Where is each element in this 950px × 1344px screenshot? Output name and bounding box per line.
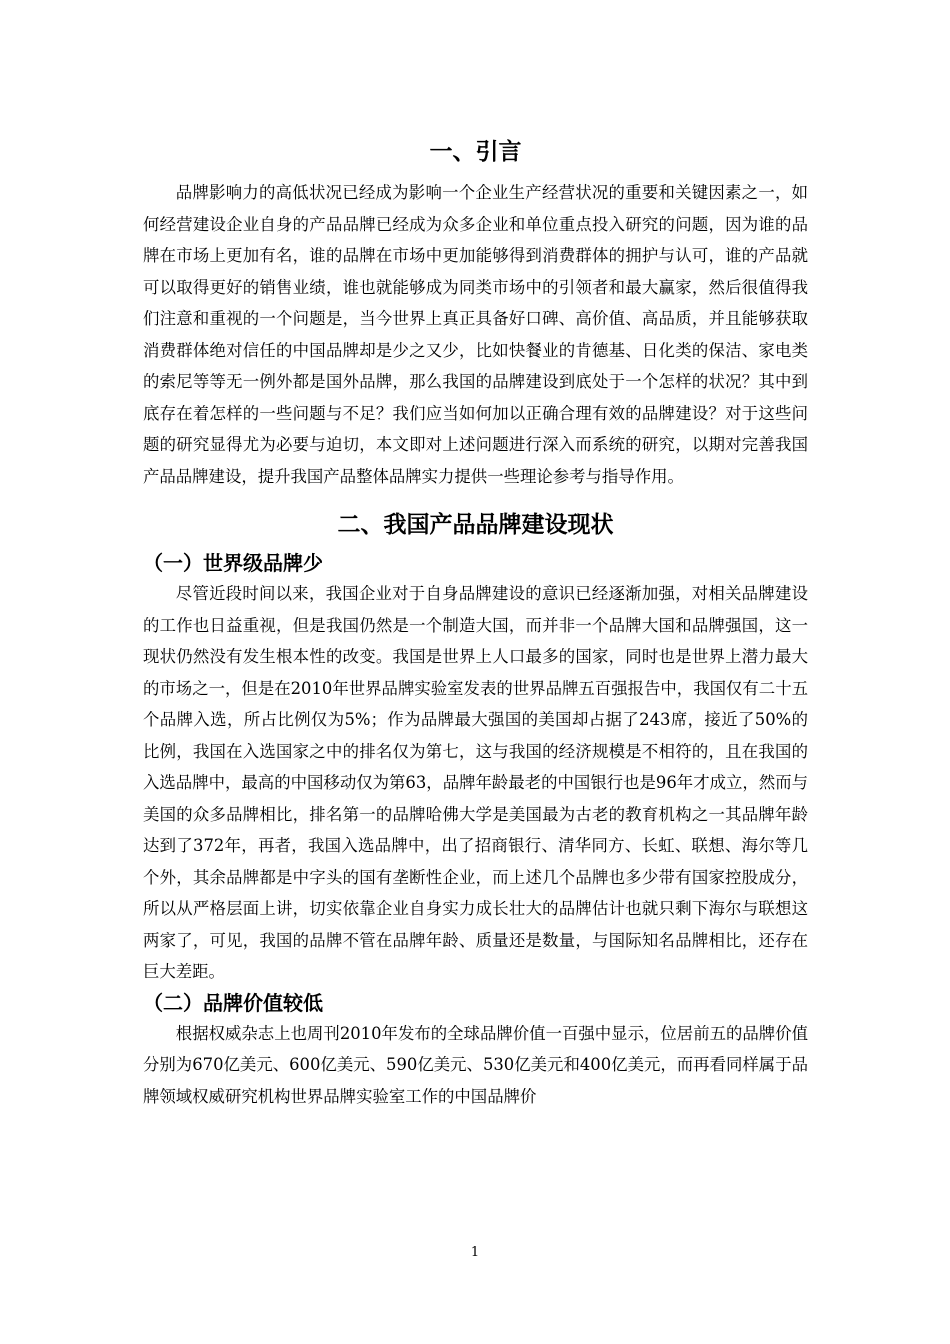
subsection-title-few-world-brands: （一）世界级品牌少 — [143, 551, 323, 575]
paragraph-few-world-brands: 尽管近段时间以来，我国企业对于自身品牌建设的意识已经逐渐加强，对相关品牌建设的工作也日益重视，但是我国仍然是一个制造大国，而并非一个品牌大国和品牌强国，这一现状仍然没有发生根本性的改变。我国是世界上人口最多的国家，同时也是世界上潜力最大的市场之一，但是在2010年世界品牌实验室发表的世界品牌五百强报告中，我国仅有二十五个品牌入选，所占比例仅为5%；作为品牌最大强国的美国却占据了243席，接近了50%的比例，我国在入选国家之中的排名仅为第七，这与我国的经济规模是不相符的，且在我国的入选品牌中，最高的中国移动仅为第63，品牌年龄最老的中国银行也是96年才成立，然而与美国的众多品牌相比，排名第一的品牌哈佛大学是美国最为古老的教育机构之一其品牌年龄达到了372年，再者，我国入选品牌中，出了招商银行、清华同方、长虹、联想、海尔等几个外，其余品牌都是中字头的国有垄断性企业，而上述几个品牌也多少带有国家控股成分，所以从严格层面上讲，切实依靠企业自身实力成长壮大的品牌估计也就只剩下海尔与联想这两家了，可见，我国的品牌不管在品牌年龄、质量还是数量，与国际知名品牌相比，还存在巨大差距。 — [143, 584, 808, 981]
section-title-introduction: 一、引言 — [429, 139, 522, 165]
subsection-title-low-brand-value: （二）品牌价值较低 — [143, 990, 323, 1015]
page-number: 1 — [470, 1245, 480, 1260]
paragraph-introduction: 品牌影响力的高低状况已经成为影响一个企业生产经营状况的重要和关键因素之一，如何经营建设企业自身的产品品牌已经成为众多企业和单位重点投入研究的问题，因为谁的品牌在市场上更加有名，谁的品牌在市场中更加能够得到消费群体的拥护与认可，谁的产品就可以取得更好的销售业绩，谁也就能够成为同类市场中的引领者和最大赢家，然后很值得我们注意和重视的一个问题是，当今世界上真正具备好口碑、高价值、高品质，并且能够获取消费群体绝对信任的中国品牌却是少之又少，比如快餐业的肯德基、日化类的保洁、家电类的索尼等等无一例外都是国外品牌，那么我国的品牌建设到底处于一个怎样的状况？其中到底存在着怎样的一些问题与不足？我们应当如何加以正确合理有效的品牌建设？对于这些问题的研究显得尤为必要与迫切，本文即对上述问题进行深入而系统的研究，以期对完善我国产品品牌建设，提升我国产品整体品牌实力提供一些理论参考与指导作用。 — [143, 183, 808, 486]
paragraph-low-brand-value: 根据权威杂志上也周刊2010年发布的全球品牌价值一百强中显示，位居前五的品牌价值分别为670亿美元、600亿美元、590亿美元、530亿美元和400亿美元，而再看同样属于品牌领域权威研究机构世界品牌实验室工作的中国品牌价 — [143, 1023, 808, 1106]
section-title-brand-status: 二、我国产品品牌建设现状 — [337, 512, 614, 538]
document-page — [143, 130, 808, 1112]
